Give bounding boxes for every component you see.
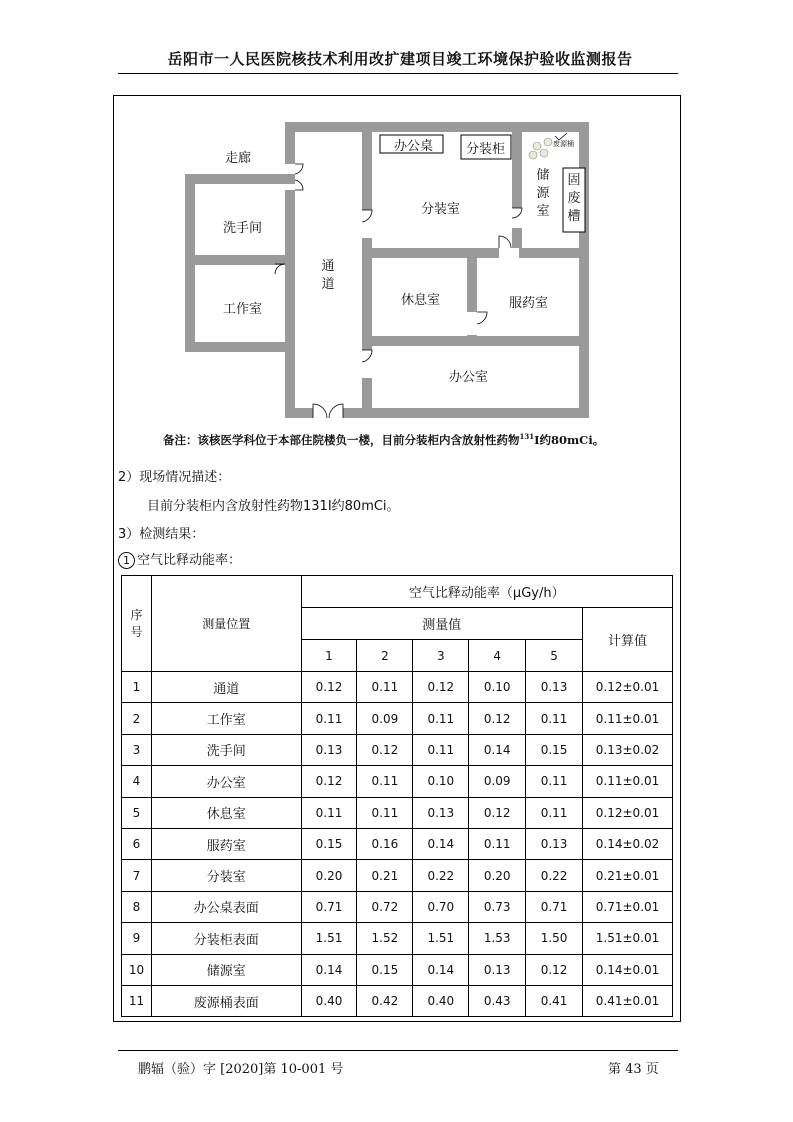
row-measured-value: 0.13 <box>301 734 357 765</box>
dose-rate-table <box>121 575 673 1017</box>
row-measured-value: 0.41 <box>526 985 583 1016</box>
measure-index: 4 <box>469 640 526 672</box>
row-measured-value: 0.20 <box>469 860 526 891</box>
row-measured-value: 0.12 <box>526 954 583 985</box>
row-number: 8 <box>122 891 152 922</box>
footer-rule <box>118 1050 678 1051</box>
row-location: 休息室 <box>151 797 301 828</box>
row-location: 废源桶表面 <box>151 985 301 1016</box>
row-location: 服药室 <box>151 828 301 859</box>
row-measured-value: 0.12 <box>301 672 357 703</box>
row-measured-value: 0.11 <box>526 766 583 797</box>
header-location: 测量位置 <box>151 576 301 672</box>
row-number: 6 <box>122 828 152 859</box>
row-calculated-value: 0.12±0.01 <box>583 797 673 828</box>
row-measured-value: 1.51 <box>413 923 469 954</box>
header-rule <box>118 73 678 74</box>
row-measured-value: 0.22 <box>413 860 469 891</box>
row-measured-value: 0.42 <box>357 985 413 1016</box>
floor-plan <box>185 122 595 426</box>
row-calculated-value: 0.13±0.02 <box>583 734 673 765</box>
row-measured-value: 0.12 <box>357 734 413 765</box>
row-measured-value: 0.14 <box>301 954 357 985</box>
row-measured-value: 0.21 <box>357 860 413 891</box>
row-calculated-value: 0.14±0.02 <box>583 828 673 859</box>
row-measured-value: 0.13 <box>526 672 583 703</box>
section-2-body: 目前分装柜内含放射性药物131I约80mCi。 <box>147 499 400 514</box>
row-measured-value: 0.11 <box>413 703 469 734</box>
row-calculated-value: 1.51±0.01 <box>583 923 673 954</box>
row-measured-value: 0.14 <box>469 734 526 765</box>
row-measured-value: 0.70 <box>413 891 469 922</box>
table-row <box>122 672 673 703</box>
row-measured-value: 1.53 <box>469 923 526 954</box>
header-calculated: 计算值 <box>583 608 673 672</box>
row-measured-value: 0.11 <box>357 672 413 703</box>
row-measured-value: 0.13 <box>469 954 526 985</box>
note-text: 备注：该核医学科位于本部住院楼负一楼，目前分装柜内含放射性药物 <box>163 433 520 447</box>
row-measured-value: 1.50 <box>526 923 583 954</box>
room-office: 办公室 <box>449 370 489 385</box>
row-measured-value: 0.11 <box>526 797 583 828</box>
circled-number: 1 <box>118 552 135 569</box>
room-office-desk: 办公桌 <box>394 139 434 154</box>
footer-page-number: 第 43 页 <box>608 1062 659 1077</box>
row-measured-value: 0.11 <box>301 797 357 828</box>
row-calculated-value: 0.11±0.01 <box>583 703 673 734</box>
row-measured-value: 0.15 <box>301 828 357 859</box>
table-row <box>122 923 673 954</box>
table-row <box>122 891 673 922</box>
measure-index: 3 <box>413 640 469 672</box>
floor-plan-drawing <box>185 122 595 422</box>
room-rest-room: 休息室 <box>401 293 441 308</box>
section-2-title: 2）现场情况描述： <box>118 470 231 485</box>
row-measured-value: 0.22 <box>526 860 583 891</box>
measure-index: 2 <box>357 640 413 672</box>
row-measured-value: 1.52 <box>357 923 413 954</box>
row-number: 4 <box>122 766 152 797</box>
row-measured-value: 0.12 <box>301 766 357 797</box>
row-measured-value: 0.11 <box>469 828 526 859</box>
room-workroom: 工作室 <box>223 302 263 317</box>
measure-index: 1 <box>301 640 357 672</box>
row-measured-value: 0.40 <box>413 985 469 1016</box>
room-medication: 服药室 <box>509 296 549 311</box>
row-location: 分装室 <box>151 860 301 891</box>
row-measured-value: 0.09 <box>469 766 526 797</box>
row-measured-value: 0.11 <box>526 703 583 734</box>
row-number: 9 <box>122 923 152 954</box>
row-measured-value: 0.43 <box>469 985 526 1016</box>
row-measured-value: 0.72 <box>357 891 413 922</box>
row-measured-value: 0.40 <box>301 985 357 1016</box>
row-number: 3 <box>122 734 152 765</box>
row-measured-value: 0.14 <box>413 954 469 985</box>
table-row <box>122 703 673 734</box>
row-number: 7 <box>122 860 152 891</box>
table-row <box>122 766 673 797</box>
row-location: 办公桌表面 <box>151 891 301 922</box>
table-row <box>122 734 673 765</box>
row-location: 储源室 <box>151 954 301 985</box>
row-number: 11 <box>122 985 152 1016</box>
table-row <box>122 985 673 1016</box>
floor-plan-note <box>163 432 604 448</box>
header-dose-rate: 空气比释动能率（μGy/h） <box>301 576 672 608</box>
row-measured-value: 0.11 <box>357 797 413 828</box>
row-measured-value: 0.10 <box>469 672 526 703</box>
row-measured-value: 1.51 <box>301 923 357 954</box>
row-measured-value: 0.71 <box>301 891 357 922</box>
measure-index: 5 <box>526 640 583 672</box>
section-3-subtitle <box>118 549 241 569</box>
row-measured-value: 0.71 <box>526 891 583 922</box>
row-calculated-value: 0.41±0.01 <box>583 985 673 1016</box>
row-measured-value: 0.12 <box>469 797 526 828</box>
room-washroom: 洗手间 <box>223 221 263 236</box>
room-waste-bucket: 废源桶 <box>553 140 574 148</box>
report-header-title: 岳阳市一人民医院核技术利用改扩建项目竣工环境保护验收监测报告 <box>167 50 633 68</box>
table-row <box>122 797 673 828</box>
row-calculated-value: 0.12±0.01 <box>583 672 673 703</box>
table-row <box>122 860 673 891</box>
row-calculated-value: 0.21±0.01 <box>583 860 673 891</box>
row-number: 2 <box>122 703 152 734</box>
table-row <box>122 828 673 859</box>
room-solid-waste-tank: 固废槽 <box>567 173 581 224</box>
section-3-subtitle-text: 空气比释动能率： <box>137 553 242 568</box>
room-dispensing-room: 分装室 <box>421 202 461 217</box>
row-number: 10 <box>122 954 152 985</box>
row-measured-value: 0.10 <box>413 766 469 797</box>
row-measured-value: 0.12 <box>413 672 469 703</box>
row-measured-value: 0.11 <box>413 734 469 765</box>
row-measured-value: 0.12 <box>469 703 526 734</box>
row-location: 通道 <box>151 672 301 703</box>
row-location: 工作室 <box>151 703 301 734</box>
row-measured-value: 0.20 <box>301 860 357 891</box>
row-calculated-value: 0.71±0.01 <box>583 891 673 922</box>
row-measured-value: 0.73 <box>469 891 526 922</box>
note-isotope-sup: 131 <box>519 432 535 442</box>
footer-document-number: 鹏辐（验）字 [2020]第 10-001 号 <box>138 1062 344 1077</box>
row-calculated-value: 0.11±0.01 <box>583 766 673 797</box>
row-location: 洗手间 <box>151 734 301 765</box>
row-measured-value: 0.11 <box>357 766 413 797</box>
row-measured-value: 0.13 <box>413 797 469 828</box>
note-tail: I约80mCi。 <box>534 433 605 447</box>
room-corridor: 走廊 <box>225 151 252 166</box>
row-measured-value: 0.15 <box>357 954 413 985</box>
row-measured-value: 0.13 <box>526 828 583 859</box>
section-3-title: 3）检测结果： <box>118 527 205 542</box>
row-location: 分装柜表面 <box>151 923 301 954</box>
row-measured-value: 0.16 <box>357 828 413 859</box>
header-measured: 测量值 <box>301 608 583 640</box>
room-storage: 储源室 <box>536 168 550 219</box>
room-passage: 通道 <box>321 259 335 292</box>
table-body <box>122 672 673 1017</box>
row-number: 5 <box>122 797 152 828</box>
row-calculated-value: 0.14±0.01 <box>583 954 673 985</box>
row-measured-value: 0.11 <box>301 703 357 734</box>
table-row <box>122 954 673 985</box>
row-measured-value: 0.09 <box>357 703 413 734</box>
header-no: 序号 <box>122 576 152 672</box>
room-dispensing-cabinet: 分装柜 <box>466 142 506 157</box>
row-measured-value: 0.15 <box>526 734 583 765</box>
row-location: 办公室 <box>151 766 301 797</box>
row-number: 1 <box>122 672 152 703</box>
row-measured-value: 0.14 <box>413 828 469 859</box>
